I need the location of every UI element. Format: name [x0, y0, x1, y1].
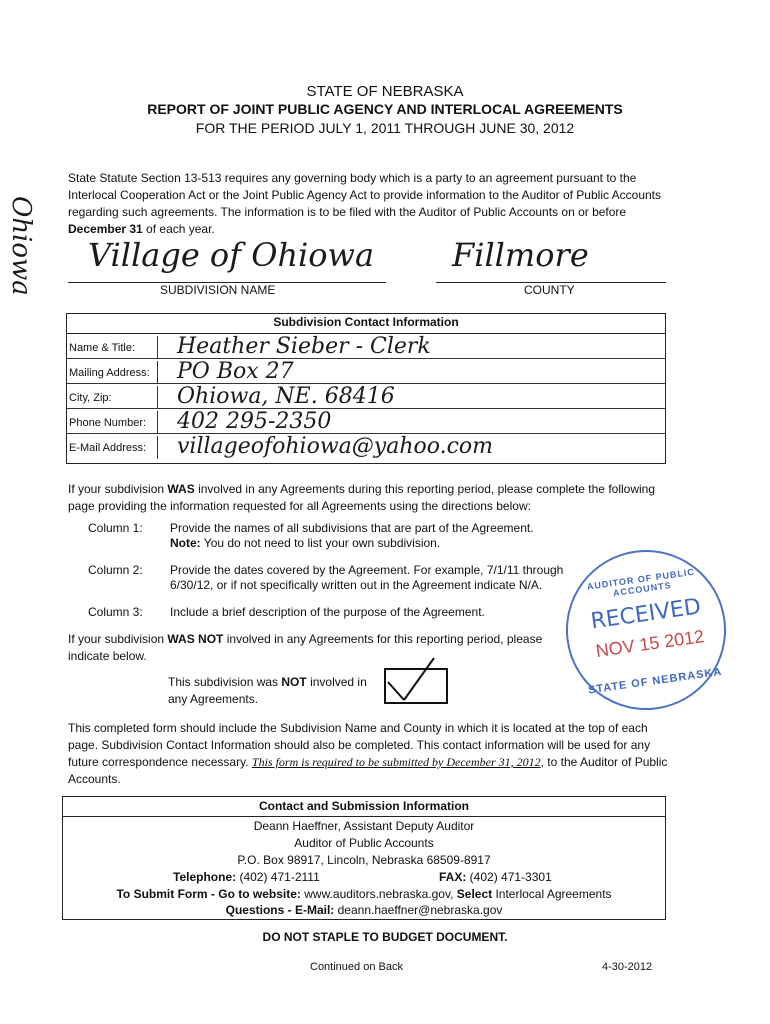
contact-row-value[interactable]: 402 295-2350	[177, 409, 332, 434]
contact-row-divider	[157, 361, 158, 383]
column-1-desc: Provide the names of all subdivisions that are part of the Agreement.	[170, 521, 534, 535]
stamp-received: RECEIVED	[589, 594, 703, 635]
contact-row-value[interactable]: villageofohiowa@yahoo.com	[177, 434, 494, 459]
contact-row	[67, 411, 665, 434]
footer-date: 4-30-2012	[602, 961, 653, 973]
stamp-date: NOV 15 2012	[594, 626, 706, 662]
header-title: REPORT OF JOINT PUBLIC AGENCY AND INTERLOCAL AGREEMENTS	[147, 101, 623, 117]
contact-row-divider	[157, 411, 158, 433]
intro-paragraph	[68, 170, 668, 238]
completed-italic: This form is required to be submitted by December 31, 2012	[251, 755, 541, 769]
footer-continued: Continued on Back	[310, 961, 403, 973]
contact-row-label: E-Mail Address:	[69, 442, 147, 454]
web-label: To Submit Form - Go to website:	[116, 887, 301, 901]
intro-tail: of each year.	[142, 222, 215, 236]
not-involved-paragraph	[68, 631, 548, 665]
contact-row-divider	[157, 336, 158, 358]
contact-row-label: Mailing Address:	[69, 367, 150, 379]
check-not: NOT	[281, 675, 307, 689]
contact-row	[67, 361, 665, 384]
county-value: Fillmore	[452, 236, 589, 274]
submission-phone-line	[173, 870, 320, 884]
completed-tail: , to the Auditor of Public Accounts.	[68, 755, 668, 786]
check-post: involved in any Agreements.	[168, 675, 367, 706]
contact-row-label: City, Zip:	[69, 392, 112, 404]
involved-post: involved in any Agreements during this reporting period, please complete the following page providing the information requested for all Agreements using the directions below:	[68, 482, 656, 513]
completed-paragraph	[68, 720, 668, 788]
telephone-value: (402) 471-2111	[236, 870, 320, 884]
contact-row-label: Name & Title:	[69, 342, 136, 354]
contact-row-value[interactable]: PO Box 27	[177, 359, 294, 384]
email-label: Questions - E-Mail:	[225, 903, 335, 917]
not-involved-check-label	[168, 674, 378, 708]
web-select: Select	[456, 887, 493, 901]
column-3-name: Column 3:	[88, 605, 143, 619]
fax-value: (402) 471-3301	[466, 870, 552, 884]
submission-line1: Deann Haeffner, Assistant Deputy Auditor	[253, 819, 475, 833]
intro-deadline: December 31	[68, 222, 143, 236]
stamp-bottom-text: STATE OF NEBRASKA	[587, 665, 723, 697]
submission-heading: Contact and Submission Information	[63, 799, 665, 817]
not-involved-checkbox[interactable]	[384, 668, 448, 704]
involved-was: WAS	[167, 482, 195, 496]
completed-text: This completed form should include the Subdivision Name and County in which it is located at the top of each page. Subdivision Contact Information should also be completed. This contact information will be used for any future correspondence necessary.	[68, 721, 651, 769]
contact-row-divider	[157, 436, 158, 459]
involved-paragraph	[68, 481, 668, 515]
involved-pre: If your subdivision	[68, 482, 168, 496]
check-pre: This subdivision was	[168, 675, 282, 689]
margin-note: Ohiowa	[6, 196, 36, 296]
stamp-top-text: AUDITOR OF PUBLIC ACCOUNTS	[586, 566, 696, 599]
column-1-name: Column 1:	[88, 521, 143, 535]
not-involved-post: involved in any Agreements for this reporting period, please indicate below.	[68, 632, 543, 663]
column-3-text: Include a brief description of the purpose of the Agreement.	[170, 605, 485, 619]
contact-info-heading: Subdivision Contact Information	[67, 315, 665, 334]
column-1-text	[170, 521, 600, 551]
contact-row-label: Phone Number:	[69, 417, 147, 429]
telephone-label: Telephone:	[173, 870, 237, 884]
web-tail: Interlocal Agreements	[492, 887, 612, 901]
submission-line3: P.O. Box 98917, Lincoln, Nebraska 68509-8917	[237, 853, 491, 867]
contact-row	[67, 336, 665, 359]
column-2-name: Column 2:	[88, 563, 143, 577]
column-1-note: You do not need to list your own subdivision.	[200, 536, 441, 550]
header-state: STATE OF NEBRASKA	[306, 83, 464, 100]
subdivision-name-label: SUBDIVISION NAME	[160, 283, 276, 297]
column-1-note-label: Note:	[170, 536, 201, 550]
submission-email-line	[63, 903, 665, 917]
email-value[interactable]: deann.haeffner@nebraska.gov	[334, 903, 503, 917]
subdivision-name-value: Village of Ohiowa	[88, 236, 375, 274]
contact-row	[67, 436, 665, 459]
intro-text: State Statute Section 13-513 requires any governing body which is a party to an agreement pursuant to the Interlocal Cooperation Act or the Joint Public Agency Act to provide information to the Auditor of Public Accounts regarding such agreements. The information is to be filed with the Auditor of Public Accounts on or before	[68, 171, 662, 219]
staple-notice: DO NOT STAPLE TO BUDGET DOCUMENT.	[262, 930, 508, 944]
web-url[interactable]: www.auditors.nebraska.gov,	[300, 887, 457, 901]
contact-row-value[interactable]: Ohiowa, NE. 68416	[177, 384, 395, 409]
not-involved-pre: If your subdivision	[68, 632, 168, 646]
checkmark-icon	[384, 654, 448, 704]
submission-web-line	[63, 887, 665, 901]
fax-label: FAX:	[439, 870, 467, 884]
not-involved-was-not: WAS NOT	[167, 632, 224, 646]
contact-row-value[interactable]: Heather Sieber - Clerk	[177, 334, 431, 359]
submission-box	[62, 796, 666, 920]
county-label: COUNTY	[524, 283, 575, 297]
contact-row	[67, 386, 665, 409]
submission-fax-line	[439, 870, 552, 884]
column-2-text: Provide the dates covered by the Agreement. For example, 7/1/11 through 6/30/12, or if not specifically written out in the Agreement indicate N/A.	[170, 563, 564, 592]
contact-row-divider	[157, 386, 158, 408]
header-period: FOR THE PERIOD JULY 1, 2011 THROUGH JUNE 30, 2012	[195, 120, 575, 136]
submission-line2: Auditor of Public Accounts	[294, 836, 434, 850]
contact-info-box	[66, 313, 666, 464]
